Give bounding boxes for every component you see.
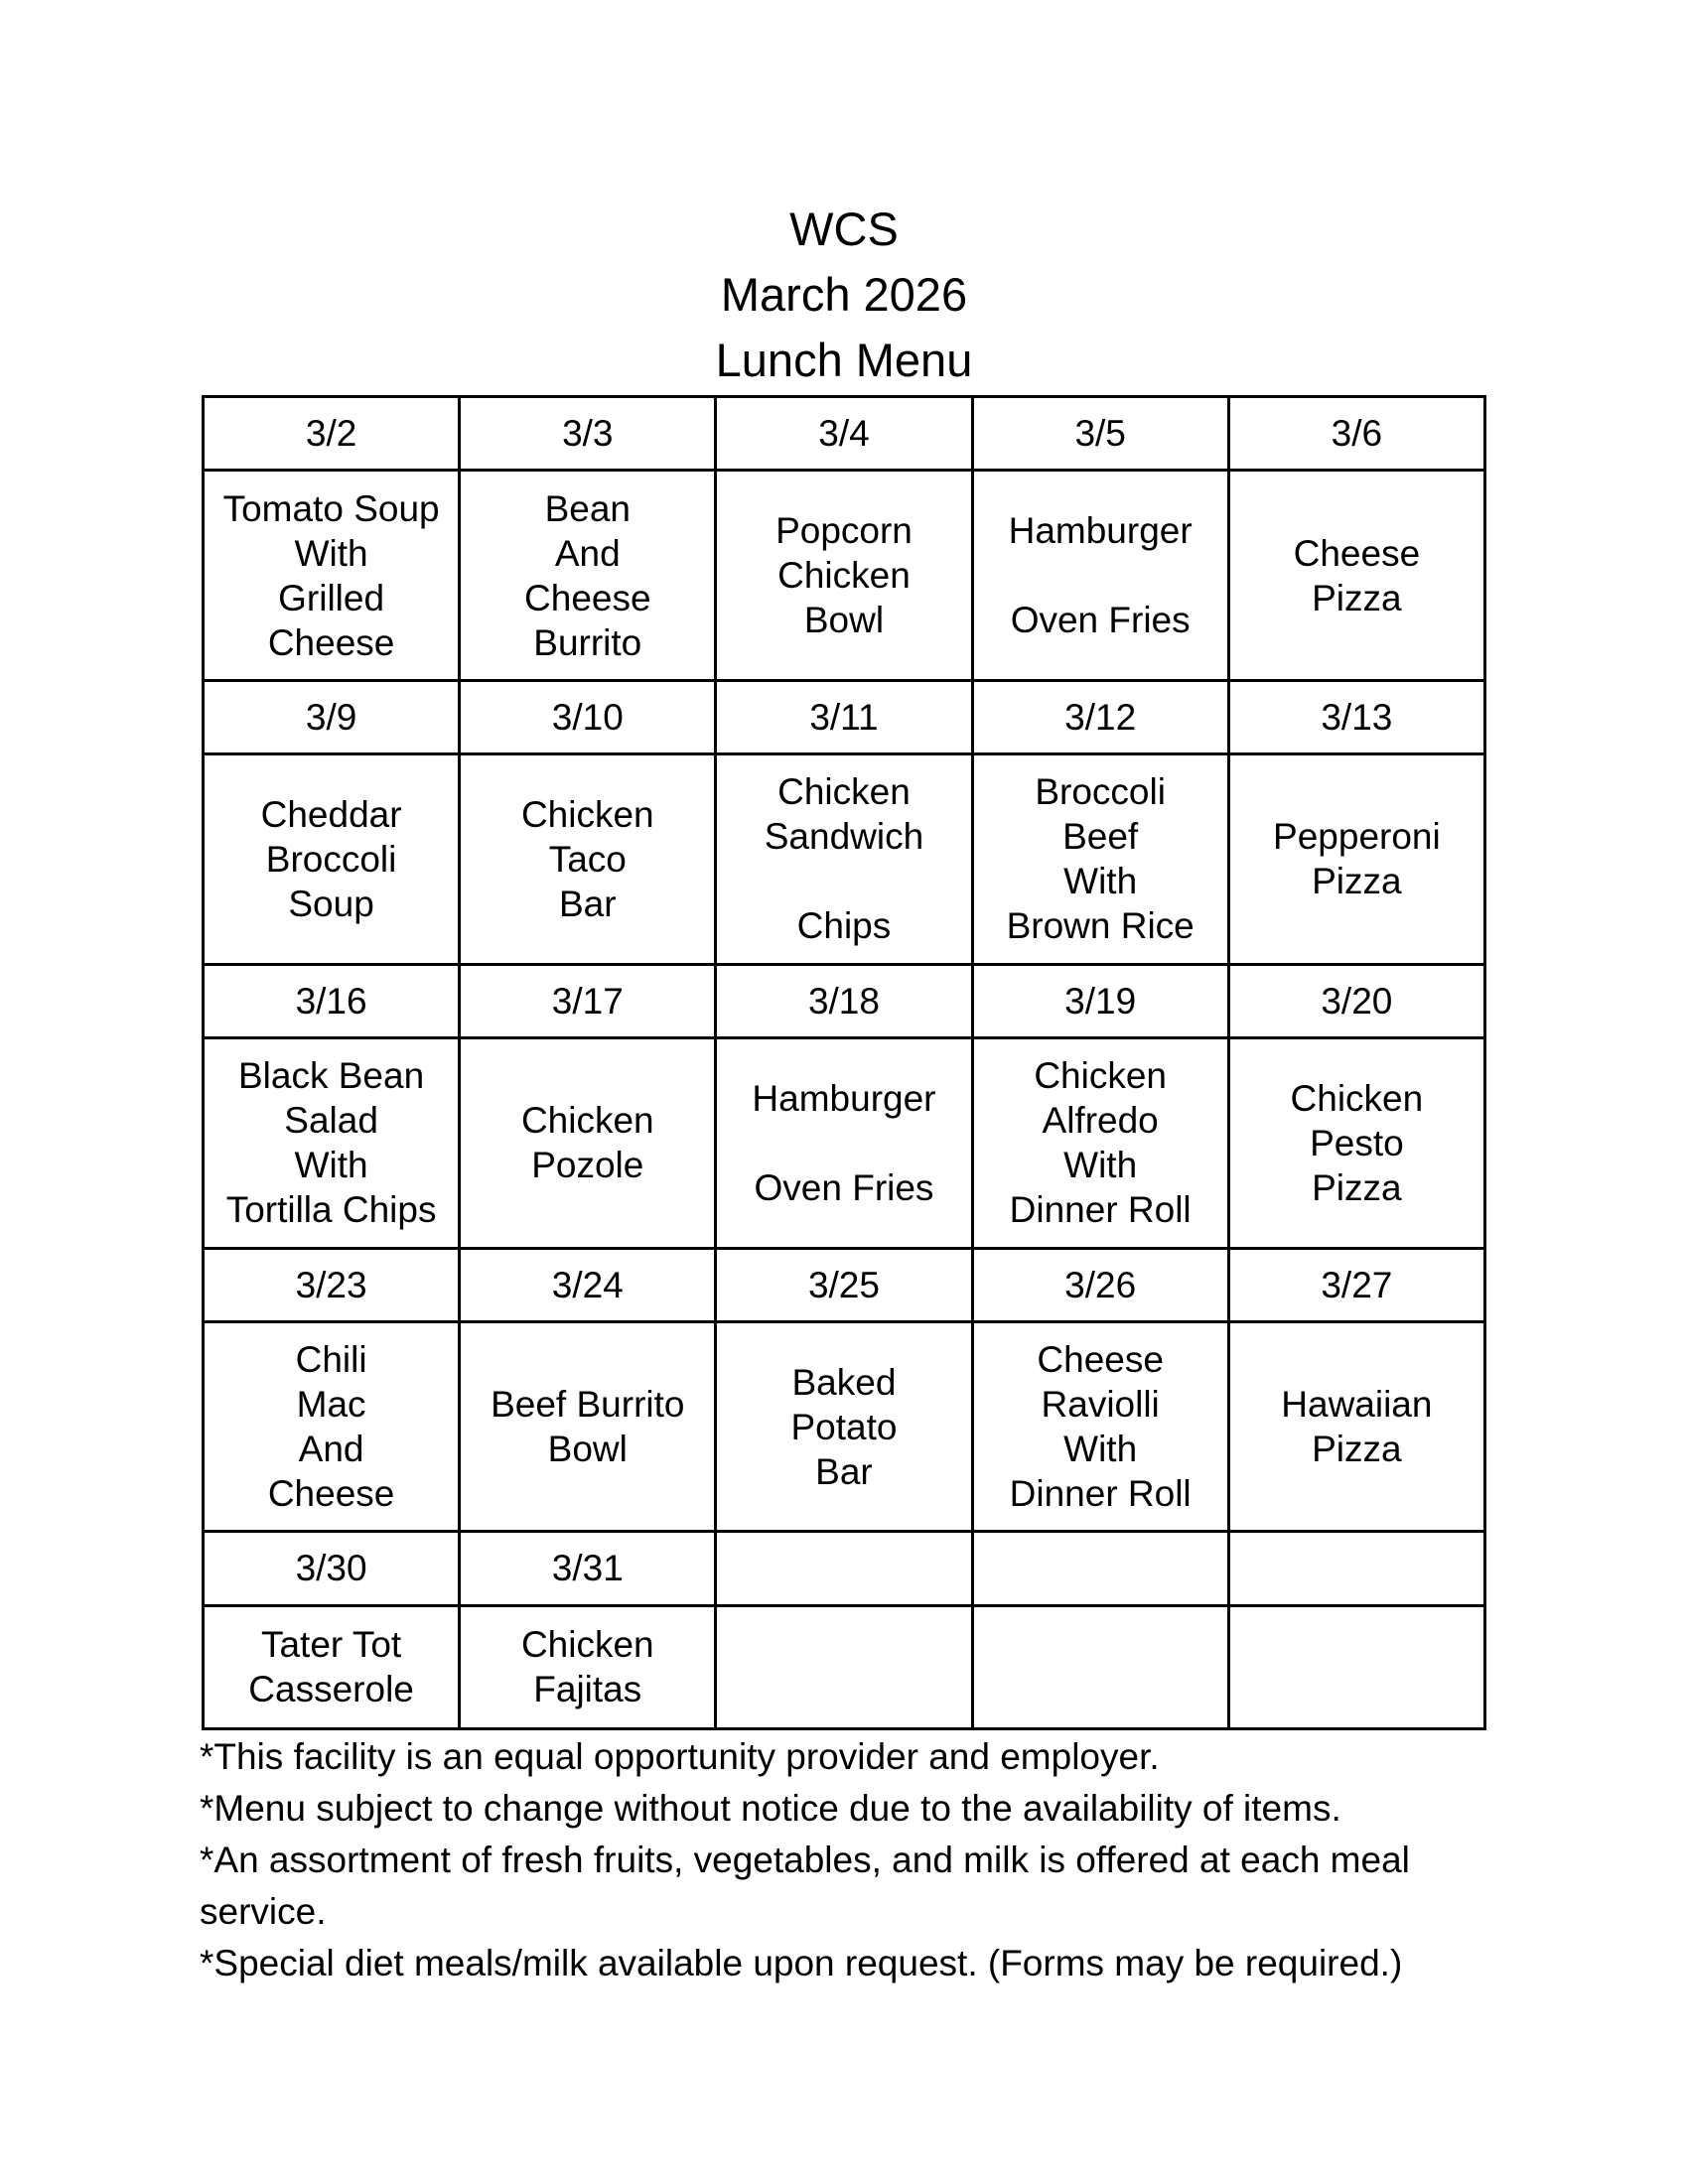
meal-line: Dinner Roll (1009, 1189, 1192, 1231)
empty-meal-cell (972, 1605, 1228, 1728)
meal-line: Bowl (547, 1429, 628, 1470)
date-cell: 3/13 (1228, 680, 1484, 753)
meal-line: With (1063, 1145, 1138, 1186)
note-equal-opportunity: *This facility is an equal opportunity provider and employer. (200, 1736, 1160, 1777)
meal-line: Bar (815, 1450, 873, 1492)
meal-cell (204, 1037, 460, 1248)
empty-date-cell (716, 1532, 972, 1605)
meal-line: With (1063, 1429, 1138, 1470)
meal-line: Casserole (248, 1669, 414, 1710)
meal-cell (1228, 1321, 1484, 1532)
empty-meal-cell (1228, 1605, 1484, 1728)
meal-line: Cheddar (260, 793, 402, 835)
meal-line: And (298, 1429, 364, 1470)
lunch-menu-table (202, 395, 1486, 1730)
meal-cell (972, 471, 1228, 681)
meal-line: Pizza (1312, 1429, 1402, 1470)
meal-line: Chips (796, 905, 892, 947)
meal-line: Raviolli (1041, 1384, 1160, 1426)
date-cell: 3/25 (716, 1248, 972, 1321)
meal-cell (460, 754, 716, 965)
date-cell: 3/16 (204, 964, 460, 1037)
meal-line: Hamburger (1008, 510, 1193, 552)
meal-line: Soup (288, 883, 374, 924)
meal-line: Broccoli (265, 838, 397, 880)
meal-line: Mac (296, 1384, 366, 1426)
meal-line: Sandwich (764, 816, 924, 858)
date-cell: 3/18 (716, 964, 972, 1037)
meal-line: Chicken (1034, 1055, 1167, 1097)
org-name: WCS (789, 203, 899, 255)
note-menu-change: *Menu subject to change without notice due to the availability of items. (200, 1788, 1341, 1829)
empty-date-cell (1228, 1532, 1484, 1605)
meal-line: Beef Burrito (491, 1384, 685, 1426)
date-cell: 3/3 (460, 397, 716, 471)
meal-line: Chicken (520, 1624, 654, 1666)
meal-line: Pozole (531, 1145, 644, 1186)
meal-cell (204, 471, 460, 681)
meal-line: Black Bean (238, 1055, 425, 1097)
meal-line: Dinner Roll (1009, 1473, 1192, 1515)
meal-cell (1228, 1037, 1484, 1248)
date-row (204, 1532, 1485, 1605)
meal-line: Cheese (267, 1473, 395, 1515)
meal-cell (716, 754, 972, 965)
meal-line: With (294, 1145, 368, 1186)
meal-line: Popcorn (775, 510, 913, 552)
meal-line: Pizza (1312, 1166, 1402, 1208)
meal-line: Chicken (777, 771, 911, 813)
date-row (204, 964, 1485, 1037)
meal-line (721, 1121, 966, 1165)
meal-cell (716, 471, 972, 681)
meal-cell (204, 1321, 460, 1532)
meal-cell (1228, 754, 1484, 965)
date-cell: 3/5 (972, 397, 1228, 471)
meal-line: Tater Tot (260, 1624, 402, 1666)
menu-header (0, 197, 1688, 393)
meal-line: Cheese (524, 577, 651, 618)
meal-cell (460, 1037, 716, 1248)
meal-line: Chicken (520, 793, 654, 835)
meal-cell (972, 1037, 1228, 1248)
meal-cell (460, 471, 716, 681)
meal-line: Brown Rice (1006, 905, 1195, 947)
date-row (204, 397, 1485, 471)
meal-line: Pepperoni (1273, 816, 1441, 858)
meal-line: Hawaiian (1281, 1384, 1433, 1426)
date-cell: 3/20 (1228, 964, 1484, 1037)
note-special-diet: *Special diet meals/milk available upon request. (Forms may be required.) (200, 1943, 1403, 1983)
date-cell: 3/2 (204, 397, 460, 471)
meal-line: Burrito (533, 621, 642, 663)
meal-cell (204, 754, 460, 965)
date-cell: 3/9 (204, 680, 460, 753)
meal-line: Cheese (1293, 532, 1421, 574)
meal-cell (972, 754, 1228, 965)
meal-line: Broccoli (1035, 771, 1166, 813)
meal-cell (204, 1605, 460, 1728)
date-cell: 3/6 (1228, 397, 1484, 471)
empty-meal-cell (716, 1605, 972, 1728)
meal-line: Tortilla Chips (225, 1189, 437, 1231)
date-cell: 3/11 (716, 680, 972, 753)
meal-line: Cheese (1037, 1339, 1164, 1381)
meal-line: Pizza (1312, 577, 1402, 618)
meal-line: Chicken (520, 1100, 654, 1142)
date-cell: 3/23 (204, 1248, 460, 1321)
meal-line: Bar (558, 883, 617, 924)
meal-row (204, 1605, 1485, 1728)
meal-line: Bean (544, 487, 631, 529)
meal-row (204, 1037, 1485, 1248)
meal-cell (1228, 471, 1484, 681)
meal-line: Pesto (1310, 1122, 1404, 1163)
date-cell: 3/27 (1228, 1248, 1484, 1321)
meal-line: Grilled (278, 577, 385, 618)
meal-line: Alfredo (1042, 1100, 1159, 1142)
menu-month: March 2026 (720, 268, 968, 321)
meal-line: And (554, 532, 621, 574)
meal-line: Salad (284, 1100, 378, 1142)
meal-line: Beef (1062, 816, 1139, 858)
meal-line: Bowl (803, 600, 885, 641)
meal-line: Oven Fries (1010, 600, 1191, 641)
meal-cell (716, 1321, 972, 1532)
date-cell: 3/12 (972, 680, 1228, 753)
meal-line: Hamburger (752, 1077, 936, 1119)
empty-date-cell (972, 1532, 1228, 1605)
meal-line: Chili (295, 1339, 367, 1381)
date-cell: 3/17 (460, 964, 716, 1037)
date-row (204, 1248, 1485, 1321)
date-cell: 3/26 (972, 1248, 1228, 1321)
date-cell: 3/4 (716, 397, 972, 471)
note-fruits-vegetables: *An assortment of fresh fruits, vegetables, and milk is offered at each meal service. (200, 1840, 1410, 1932)
meal-line: Cheese (267, 621, 395, 663)
meal-row (204, 1321, 1485, 1532)
meal-line: Potato (790, 1406, 898, 1447)
meal-cell (460, 1321, 716, 1532)
meal-line: Pizza (1312, 861, 1402, 902)
date-cell: 3/30 (204, 1532, 460, 1605)
meal-line: With (294, 532, 368, 574)
meal-cell (460, 1605, 716, 1728)
meal-line: Chicken (777, 555, 911, 597)
date-row (204, 680, 1485, 753)
date-cell: 3/24 (460, 1248, 716, 1321)
meal-row (204, 471, 1485, 681)
date-cell: 3/10 (460, 680, 716, 753)
meal-line: Taco (548, 838, 627, 880)
meal-line: Chicken (1290, 1077, 1424, 1119)
menu-title: Lunch Menu (715, 334, 973, 386)
meal-row (204, 754, 1485, 965)
meal-line: Fajitas (533, 1669, 642, 1710)
meal-line: Baked (791, 1361, 897, 1403)
meal-line (978, 553, 1223, 598)
meal-line: Oven Fries (754, 1166, 934, 1208)
meal-line: Tomato Soup (222, 487, 440, 529)
meal-cell (716, 1037, 972, 1248)
meal-line: With (1063, 861, 1138, 902)
date-cell: 3/19 (972, 964, 1228, 1037)
date-cell: 3/31 (460, 1532, 716, 1605)
meal-cell (972, 1321, 1228, 1532)
meal-line (721, 859, 966, 903)
menu-notes (200, 1731, 1490, 1989)
